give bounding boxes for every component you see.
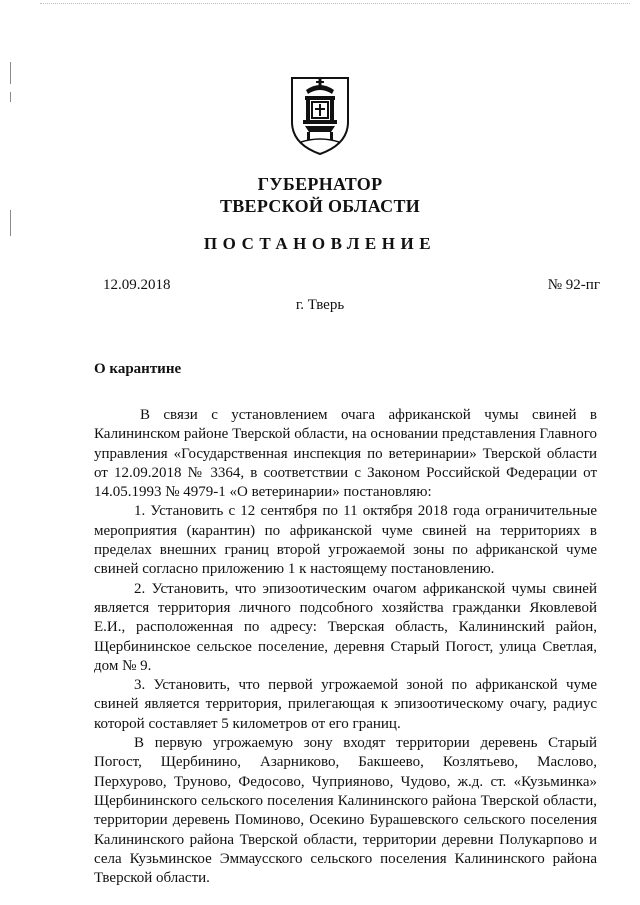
issuer-title: ГУБЕРНАТОР	[257, 174, 383, 194]
paragraph-item-3: 3. Установить, что первой угрожаемой зоной по африканской чуме свиней является территория, прилегающая к эпизоотическому очагу, радиус которой составляет 5 километров от его границ.	[94, 677, 597, 732]
paragraph-preamble: В связи с установлением очага африканской чумы свиней в Калининском районе Тверской области, на основании представления Главного управления «Государственная инспекция по ветеринарии» Тверской области от 12.09.2018 № 3364, в соответствии с Законом Российской Федерации от 14.05.1993 № 4979-1 «О ветеринарии» постановляю:	[94, 407, 597, 501]
scan-edge-mark	[10, 62, 11, 84]
paragraph-item-1: 1. Установить с 12 сентября по 11 октября 2018 года ограничительные мероприятия (карантин) по африканской чуме свиней на территориях в пределах внешних границ второй угрожаемой зоны по африканской чуме свиней согласно приложению 1 к настоящему постановлению.	[94, 503, 597, 578]
document-subject: О карантине	[94, 361, 182, 377]
paragraph-zone-list: В первую угрожаемую зону входят территории деревень Старый Погост, Щербинино, Азарниково, Бакшеево, Козлятьево, Маслово, Перхурово, Труново, Федосово, Чуприяново, Чудово, ж.д. ст. «Кузьминка» Щербининского сельского поселения Калининского района Тверской области, территории деревень Поминово, Осекино Бурашевского сельского поселения Калининского района Тверской области, территории деревни Полукарпово и села Кузьминское Эммаусского сельского поселения Калининского района Тверской области.	[94, 735, 597, 887]
paragraph-item-2: 2. Установить, что эпизоотическим очагом африканской чумы свиней является территория личного подсобного хозяйства гражданки Яковлевой Е.И., расположенная по адресу: Тверская область, Калининский район, Щербининское сельское поселение, деревня Старый Погост, улица Светлая, дом № 9.	[94, 580, 597, 674]
document-type: ПОСТАНОВЛЕНИЕ	[203, 234, 437, 253]
scan-edge-mark	[10, 92, 11, 102]
document-body	[94, 406, 597, 888]
document-date: 12.09.2018	[103, 277, 171, 293]
issuer-region: ТВЕРСКОЙ ОБЛАСТИ	[219, 196, 421, 216]
document-number: № 92-пг	[547, 277, 600, 293]
scan-edge-line	[40, 3, 630, 4]
coat-of-arms-icon	[289, 70, 351, 156]
document-city: г. Тверь	[295, 297, 345, 313]
